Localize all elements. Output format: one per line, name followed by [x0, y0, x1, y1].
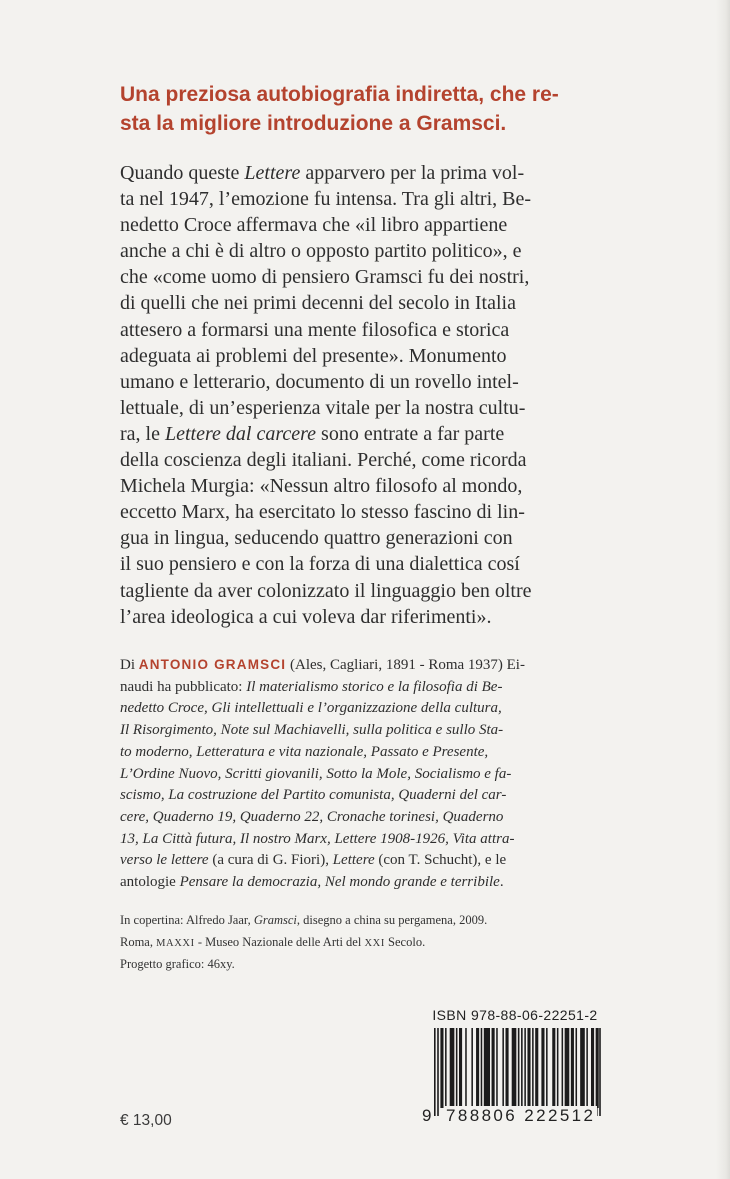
blurb-paragraph: [120, 160, 620, 630]
text-run: Roma,: [120, 934, 157, 949]
barcode-bars: [420, 1028, 610, 1118]
italic-text: nedetto Croce, Gli intellettuali e l’organizzazione della cultura,: [120, 700, 502, 717]
barcode-bar: [586, 1028, 588, 1108]
barcode-bar: [599, 1028, 601, 1116]
blurb-line: [120, 473, 620, 499]
bio-line: [120, 720, 620, 742]
text-run: attesero a formarsi una mente filosofica e storica: [120, 318, 510, 341]
blurb-line: [120, 369, 620, 395]
barcode-bar: [440, 1028, 443, 1108]
text-run: il suo pensiero e con la forza di una dialettica cosí: [120, 553, 520, 576]
text-run: antologie: [120, 874, 180, 891]
bio-line: [120, 698, 620, 720]
italic-text: Pensare la democrazia, Nel mondo grande e terribile: [179, 874, 500, 891]
isbn-barcode: [420, 1006, 610, 1132]
isbn-label: ISBN 978-88-06-22251-2: [432, 1007, 598, 1023]
barcode-bar: [596, 1028, 598, 1116]
barcode-bar: [524, 1028, 526, 1108]
barcode-bar: [450, 1028, 455, 1108]
barcode-bar: [481, 1028, 483, 1108]
barcode-bar: [552, 1028, 555, 1108]
text-run: Secolo.: [384, 934, 426, 949]
text-run: (Ales, Cagliari, 1891 - Roma 1937) Ei-: [286, 657, 525, 673]
text-run: nedetto Croce affermava che «il libro appartiene: [120, 214, 508, 237]
italic-text: Il materialismo storico e la filosofia di Be-: [246, 678, 503, 695]
text-run: ra, le: [120, 422, 165, 445]
bio-line: [120, 677, 620, 699]
small-caps-text: MAXXI: [156, 937, 195, 949]
barcode-bar: [456, 1028, 458, 1108]
text-run: Progetto grafico: 46xy.: [120, 957, 235, 971]
barcode-bar: [459, 1028, 462, 1108]
barcode-bar: [557, 1028, 559, 1108]
text-run: gua in lingua, seducendo quattro generazioni con: [120, 527, 513, 550]
headline: [120, 80, 620, 138]
text-run: naudi ha pubblicato:: [120, 678, 247, 695]
text-run: In copertina: Alfredo Jaar,: [120, 913, 254, 927]
blurb-line: [120, 447, 620, 473]
bio-line: [120, 850, 620, 872]
blurb-line: [120, 578, 620, 604]
text-run: Quando queste: [120, 162, 245, 184]
barcode-bar: [506, 1028, 509, 1108]
barcode-bar: [518, 1028, 520, 1116]
price: € 13,00: [120, 1112, 172, 1129]
barcode-bar: [541, 1028, 544, 1108]
barcode-bar: [496, 1028, 498, 1108]
blurb-line: [120, 343, 620, 369]
text-run: l’area ideologica a cui voleva dar riferimenti».: [120, 605, 492, 628]
italic-text: scismo, La costruzione del Partito comunista, Quaderni del car-: [120, 787, 507, 804]
cover-edge-shadow: [716, 0, 730, 1179]
blurb-line: [120, 604, 620, 630]
blurb-line: [120, 421, 620, 447]
barcode-bar: [546, 1028, 548, 1108]
blurb-line: [120, 264, 620, 290]
text-run: Di: [120, 657, 139, 673]
blurb-line: [120, 160, 620, 186]
barcode-bar: [562, 1028, 564, 1108]
text-run: .: [499, 874, 504, 891]
italic-text: Gramsci: [253, 913, 297, 927]
headline-line: Una preziosa autobiografia indiretta, che re-: [120, 83, 559, 106]
text-run: (con T. Schucht), e le: [374, 852, 507, 869]
text-run: eccetto Marx, ha esercitato lo stesso fascino di lin-: [120, 501, 525, 524]
barcode-bar: [535, 1028, 538, 1108]
small-caps-text: XXI: [364, 937, 385, 949]
italic-text: Lettere dal carcere: [164, 422, 317, 445]
barcode-bar: [521, 1028, 523, 1116]
text-run: adeguata ai problemi del presente». Monumento: [120, 344, 507, 367]
barcode-bar: [434, 1028, 436, 1116]
blurb-line: [120, 499, 620, 525]
barcode-number: 788806 222512: [446, 1106, 596, 1125]
barcode-bar: [502, 1028, 504, 1108]
cover-credits: [120, 910, 620, 976]
barcode-bar: [591, 1028, 594, 1108]
blurb-line: [120, 395, 620, 421]
text-run: umano e letterario, documento di un rovello intel-: [120, 370, 519, 393]
text-run: (a cura di G. Fiori),: [208, 852, 333, 869]
text-run: Michela Murgia: «Nessun altro filosofo al mondo,: [120, 475, 523, 498]
barcode-bar: [576, 1028, 578, 1108]
text-run: , disegno a china su pergamena, 2009.: [296, 913, 488, 927]
credits-line: [120, 910, 620, 932]
barcode-bar: [532, 1028, 534, 1108]
blurb-line: [120, 186, 620, 212]
barcode-bar: [484, 1028, 490, 1108]
barcode-bar: [445, 1028, 447, 1108]
italic-text: Lettere: [332, 852, 375, 869]
text-run: lettuale, di un’esperienza vitale per la nostra cultu-: [120, 396, 526, 419]
text-run: tagliente da aver colonizzato il linguaggio ben oltre: [120, 579, 532, 602]
blurb-line: [120, 551, 620, 577]
text-run: - Museo Nazionale delle Arti del: [194, 934, 365, 949]
barcode-bar: [512, 1028, 517, 1108]
text-run: di quelli che nei primi decenni del secolo in Italia: [120, 292, 516, 315]
text-run: che «come uomo di pensiero Gramsci fu dei nostri,: [120, 266, 530, 289]
barcode-first-digit: 9: [422, 1106, 432, 1125]
barcode-bar: [492, 1028, 495, 1108]
bio-line: [120, 829, 620, 851]
barcode-bar: [437, 1028, 439, 1116]
barcode-bar: [565, 1028, 570, 1108]
author-name: ANTONIO GRAMSCI: [138, 657, 287, 672]
italic-text: cere, Quaderno 19, Quaderno 22, Cronache torinesi, Quaderno: [120, 808, 504, 825]
text-run: anche a chi è di altro o opposto partito politico», e: [120, 240, 522, 263]
barcode-bar: [571, 1028, 574, 1108]
text-run: sono entrate a far parte: [316, 422, 505, 445]
credits-line: [120, 932, 620, 955]
credits-line: [120, 954, 620, 976]
text-run: apparvero per la prima vol-: [300, 162, 525, 184]
italic-text: Lettere: [244, 162, 301, 184]
headline-line: sta la migliore introduzione a Gramsci.: [120, 112, 507, 135]
bio-line: [120, 872, 620, 894]
italic-text: Il Risorgimento, Note sul Machiavelli, sulla politica e sullo Sta-: [120, 722, 504, 739]
barcode-bar: [580, 1028, 585, 1108]
text-run: della coscienza degli italiani. Perché, come ricorda: [120, 449, 527, 472]
barcode-bar: [471, 1028, 473, 1108]
italic-text: 13, La Città futura, Il nostro Marx, Lettere 1908-1926, Vita attra-: [120, 830, 515, 847]
barcode-bar: [465, 1028, 467, 1108]
bio-line: [120, 742, 620, 764]
bio-line: [120, 785, 620, 807]
bio-line: [120, 654, 620, 677]
blurb-line: [120, 317, 620, 343]
blurb-line: [120, 290, 620, 316]
italic-text: L’Ordine Nuovo, Scritti giovanili, Sotto la Mole, Socialismo e fa-: [120, 765, 512, 782]
italic-text: to moderno, Letteratura e vita nazionale, Passato e Presente,: [120, 743, 489, 760]
barcode-bar: [527, 1028, 530, 1108]
italic-text: verso le lettere: [120, 852, 209, 869]
blurb-line: [120, 212, 620, 238]
text-run: ta nel 1947, l’emozione fu intensa. Tra gli altri, Be-: [120, 188, 532, 211]
blurb-line: [120, 238, 620, 264]
bio-line: [120, 807, 620, 829]
bio-line: [120, 764, 620, 786]
author-bio: [120, 654, 620, 894]
barcode-digits: [420, 1106, 610, 1130]
barcode-bar: [476, 1028, 479, 1108]
blurb-line: [120, 525, 620, 551]
